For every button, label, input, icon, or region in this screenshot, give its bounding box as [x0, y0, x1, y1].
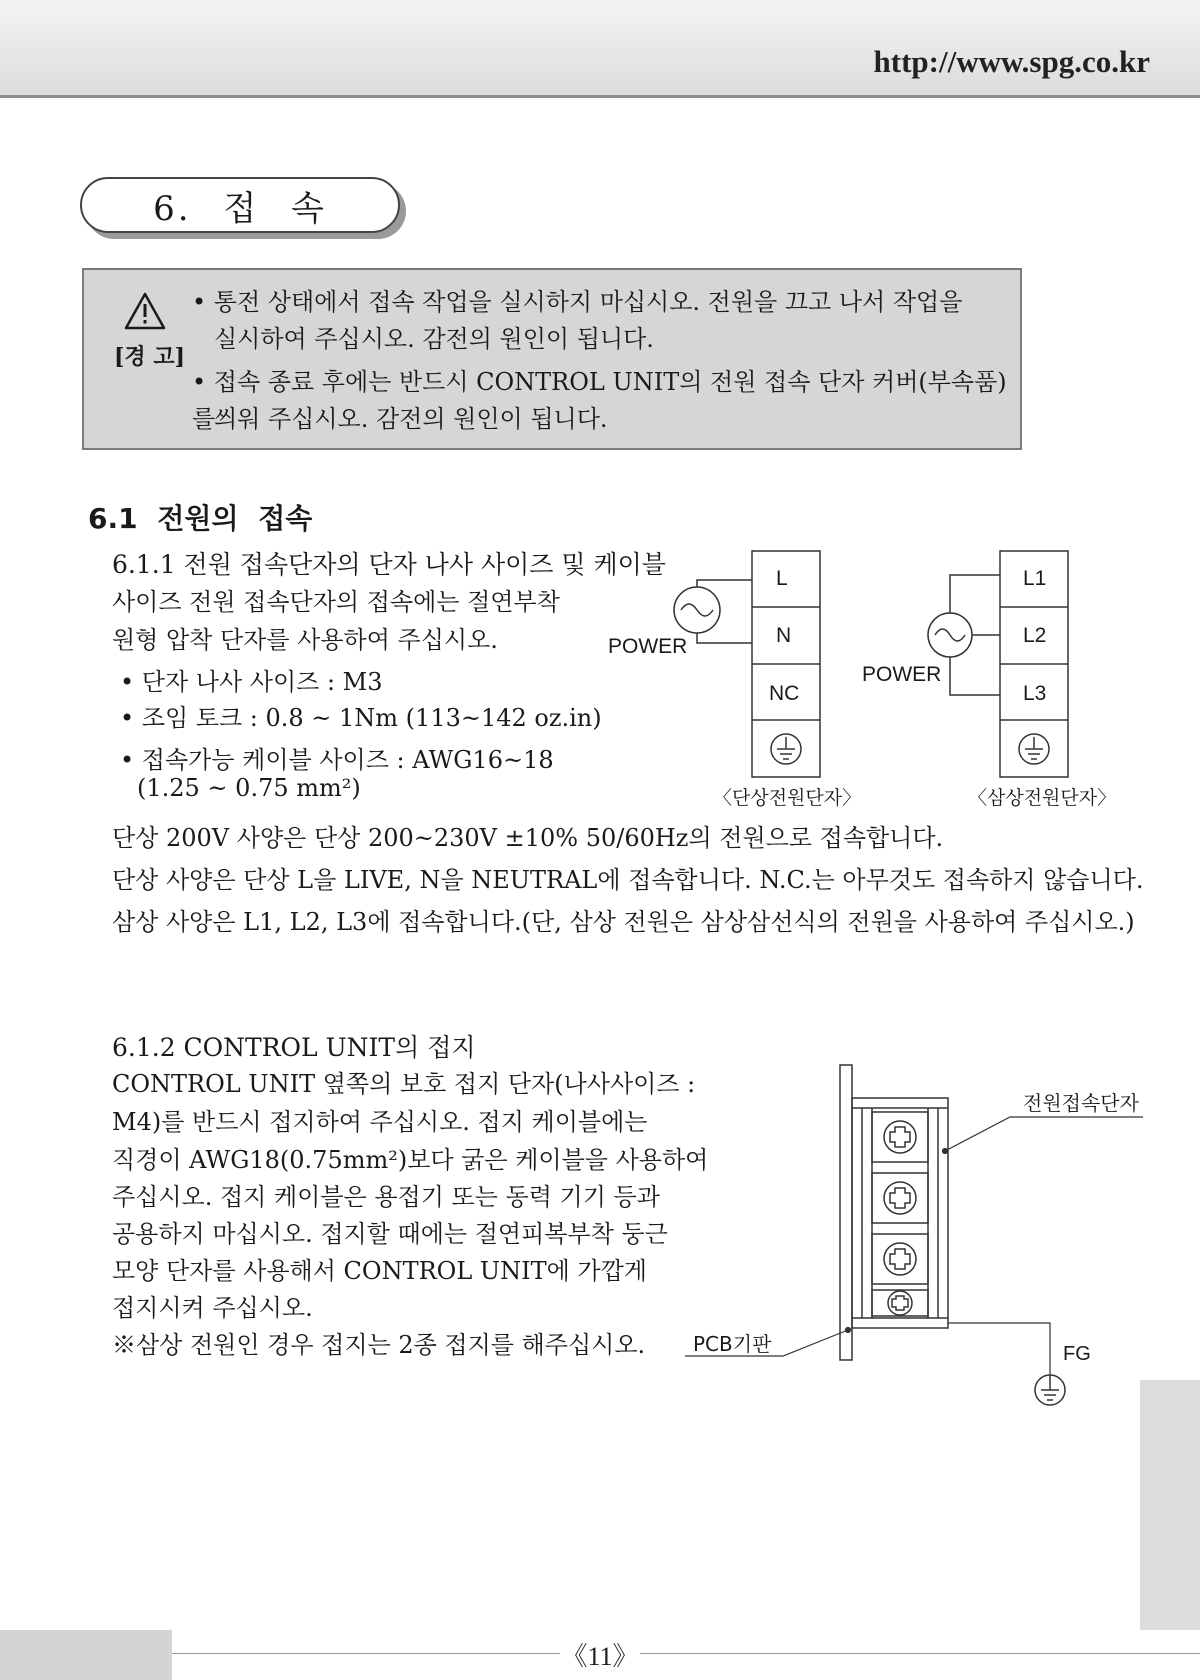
- sub2-text: 직경이 AWG18(0.75mm²)보다 굵은 케이블을 사용하여: [112, 1146, 709, 1174]
- chapter-title: 6. 접 속: [153, 188, 327, 229]
- body-paragraph: 단상 사양은 단상 L을 LIVE, N을 NEUTRAL에 접속합니다. N.C.는 아무것도 접속하지 않습니다.: [112, 866, 1144, 894]
- sub2-text: CONTROL UNIT 옆쪽의 보호 접지 단자(나사사이즈 :: [112, 1070, 696, 1098]
- fg-ground-icon: [1035, 1375, 1065, 1405]
- terminal-label: 전원접속단자: [1023, 1091, 1139, 1115]
- spec-bullet: • 조임 토크 : 0.8 ~ 1Nm (113~142 oz.in): [120, 704, 602, 732]
- chapter-pill: [80, 177, 400, 233]
- terminal-label: L3: [1023, 682, 1047, 705]
- warning-triangle-icon: [124, 292, 166, 330]
- body-paragraph: 삼상 사양은 L1, L2, L3에 접속합니다.(단, 삼상 전원은 삼상삼선식의 전원을 사용하여 주십시오.): [112, 908, 1135, 936]
- single-phase-ac-source-icon: [674, 580, 752, 643]
- sub1-text: 6.1.1 전원 접속단자의 단자 나사 사이즈 및 케이블: [112, 550, 666, 579]
- body-paragraph: 단상 200V 사양은 단상 200~230V ±10% 50/60Hz의 전원으로 접속합니다.: [112, 824, 944, 852]
- spec-bullet: • 단자 나사 사이즈 : M3: [120, 668, 383, 696]
- footer-line: [172, 1653, 1200, 1654]
- sub2-text: 주십시오. 접지 케이블은 용접기 또는 동력 기기 등과: [112, 1183, 660, 1211]
- footer-block: [0, 1630, 172, 1680]
- warning-line: 실시하여 주십시오. 감전의 원인이 됩니다.: [214, 325, 654, 353]
- warning-label: [경 고]: [114, 344, 185, 370]
- single-phase-caption: 〈단상전원단자〉: [713, 787, 862, 809]
- spec-bullet: • 접속가능 케이블 사이즈 : AWG16~18: [120, 746, 554, 774]
- sub1-text: 원형 압착 단자를 사용하여 주십시오.: [112, 626, 498, 654]
- header-url[interactable]: http://www.spg.co.kr: [873, 44, 1150, 79]
- pcb-label: PCB기판: [693, 1332, 772, 1356]
- power-label: POWER: [862, 663, 942, 686]
- warning-line: 씌워 주십시오. 감전의 원인이 됩니다.: [214, 405, 608, 433]
- sub2-text: M4)를 반드시 접지하여 주십시오. 접지 케이블에는: [112, 1108, 648, 1136]
- side-tab: [1140, 1380, 1200, 1630]
- power-label: POWER: [608, 635, 688, 658]
- sub2-title: 6.1.2 CONTROL UNIT의 접지: [112, 1033, 476, 1062]
- sub2-text: ※삼상 전원인 경우 접지는 2종 접지를 해주십시오.: [112, 1331, 646, 1359]
- terminal-label: L2: [1023, 624, 1047, 647]
- warning-line: • 통전 상태에서 접속 작업을 실시하지 마십시오. 전원을 끄고 나서 작업을: [192, 288, 963, 316]
- page-number: 《11》: [560, 1636, 640, 1673]
- spec-bullet: (1.25 ~ 0.75 mm²): [137, 774, 361, 802]
- section-heading: 6.1 전원의 접속: [88, 502, 313, 535]
- three-phase-caption: 〈삼상전원단자〉: [968, 787, 1117, 809]
- terminal-label: N: [776, 624, 792, 647]
- ground-terminal-diagram: [840, 1065, 948, 1360]
- terminal-screws: [872, 1112, 928, 1316]
- warning-line: • 접속 종료 후에는 반드시 CONTROL UNIT의 전원 접속 단자 커버(부속품)를: [192, 368, 1007, 433]
- fg-label: FG: [1063, 1343, 1091, 1365]
- terminal-label: NC: [769, 682, 800, 705]
- terminal-label: L: [776, 567, 788, 590]
- warning-box: [82, 268, 1022, 450]
- sub1-text: 사이즈 전원 접속단자의 접속에는 절연부착: [112, 588, 560, 616]
- sub2-text: 모양 단자를 사용해서 CONTROL UNIT에 가깝게: [112, 1257, 647, 1285]
- terminal-label: L1: [1023, 567, 1047, 590]
- sub2-text: 접지시켜 주십시오.: [112, 1294, 313, 1322]
- sub2-text: 공용하지 마십시오. 접지할 때에는 절연피복부착 둥근: [112, 1220, 668, 1248]
